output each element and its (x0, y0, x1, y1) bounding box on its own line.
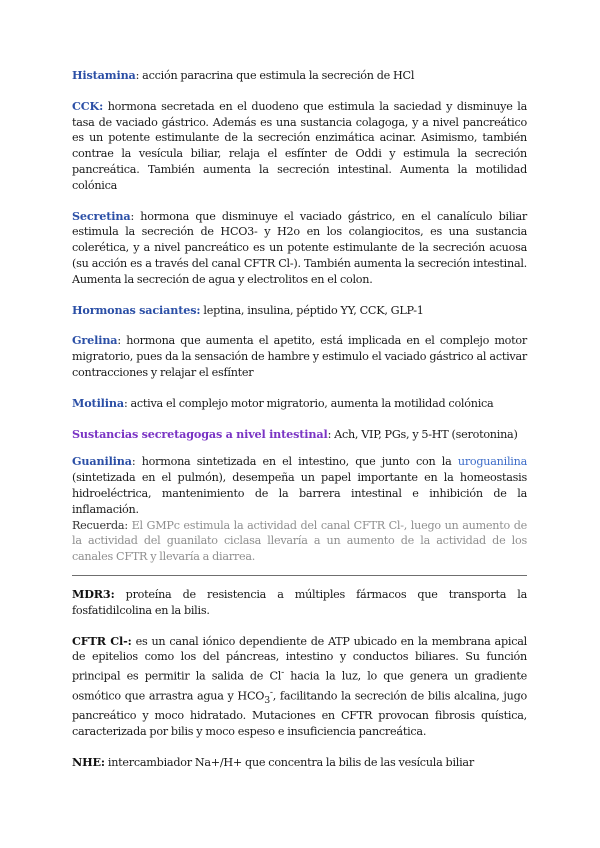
entry-grelina (72, 333, 527, 380)
section-divider (72, 575, 527, 576)
recuerda-label: Recuerda: (72, 518, 128, 532)
cftr-sup-1: - (281, 667, 284, 679)
term-hormonas-saciantes: Hormonas saciantes: (72, 302, 201, 317)
text-motilina: : activa el complejo motor migratorio, aumenta la motilidad colónica (123, 396, 494, 410)
term-motilina: Motilina (72, 395, 124, 410)
text-nhe: intercambiador Na+/H+ que concentra la bilis de las vesícula biliar (104, 756, 474, 769)
term-cftr: CFTR Cl-: (72, 633, 132, 648)
entry-mdr3 (72, 587, 527, 619)
text-guanilina-before: : hormona sintetizada en el intestino, que junto con la (131, 455, 458, 469)
term-histamina: Histamina (72, 68, 136, 82)
link-uroguanilina[interactable]: uroguanilina (457, 455, 527, 469)
text-hormonas-saciantes: leptina, insulina, péptido YY, CCK, GLP-1 (200, 303, 424, 317)
text-cck: hormona secretada en el duodeno que estimula la saciedad y disminuye la tasa de vaciado gástrico. Además es una sustancia colagoga, y a nivel pancreático es un potente estimulante de la secreción enzimática acinar. Asimismo, también contrae la vesícula biliar, relaja el esfínter de Oddi y estimula la secreción pancreática. También aumenta la secreción intestinal. Aumenta la motilidad colónica (72, 99, 527, 192)
text-histamina: : acción paracrina que estimula la secreción de HCl (135, 69, 415, 82)
entry-cck (72, 99, 527, 194)
entry-nhe (72, 755, 527, 771)
document-page (72, 68, 527, 771)
entry-histamina (72, 68, 527, 84)
text-cftr-3: , facilitando la secreción de bilis alcalina, jugo pancreático y moco hidratado. Mutaciones en CFTR provocan fibrosis quística, caracterizada por bilis y moco espeso e insuficiencia pancreática. (72, 689, 527, 739)
text-grelina: : hormona que aumenta el apetito, está implicada en el complejo motor migratorio, pues da la sensación de hambre y estimulo el vaciado gástrico al activar contracciones y relajar el esfínter (72, 334, 527, 379)
entry-cftr (72, 634, 527, 740)
term-nhe: NHE: (72, 755, 105, 769)
text-secretagogas: : Ach, VIP, PGs, y 5-HT (serotonina) (327, 427, 518, 441)
entry-secretagogas (72, 427, 527, 443)
entry-motilina (72, 396, 527, 412)
text-cftr-1: es un canal iónico dependiente de ATP ubicado en la membrana apical de epitelios como los del páncreas, intestino y conductos biliares. Su función principal es permitir la salida de Cl (72, 634, 527, 683)
entry-recuerda (72, 518, 527, 565)
term-secretina: Secretina (72, 208, 131, 223)
text-secretina: : hormona que disminuye el vaciado gástrico, en el canalículo biliar estimula la secreción de HCO3- y H2o en los colangiocitos, es una sustancia colerética, y a nivel pancreático es un potente estimulante de la secreción acuosa (su acción es a través del canal CFTR Cl-). También aumenta la secreción intestinal. Aumenta la secreción de agua y electrolitos en el colon. (72, 209, 527, 286)
entry-guanilina (72, 454, 527, 517)
text-cftr-2: hacia la luz, lo que genera un gradiente osmótico que arrastra agua y HCO (72, 669, 527, 703)
term-grelina: Grelina (72, 333, 118, 348)
entry-secretina (72, 209, 527, 288)
entry-hormonas-saciantes (72, 303, 527, 319)
text-guanilina-after: (sintetizada en el pulmón), desempeña un papel importante en la homeostasis hidroeléctrica, mantenimiento de la barrera intestinal e inhibición de la inflamación. (72, 471, 527, 516)
cftr-sub: 3 (264, 694, 270, 706)
term-mdr3: MDR3: (72, 586, 115, 601)
recuerda-text: El GMPc estimula la actividad del canal CFTR Cl-, luego un aumento de la actividad del guanilato ciclasa llevaría a un aumento de la actividad de los canales CFTR y llevaría a diarrea. (72, 518, 527, 564)
text-mdr3: proteína de resistencia a múltiples fármacos que transporta la fosfatidilcolina en la bilis. (72, 587, 527, 617)
term-secretagogas: Sustancias secretagogas a nivel intestinal (72, 426, 328, 441)
term-guanilina: Guanilina (72, 454, 132, 469)
term-cck: CCK: (72, 98, 104, 113)
cftr-sup-2: - (269, 686, 273, 698)
